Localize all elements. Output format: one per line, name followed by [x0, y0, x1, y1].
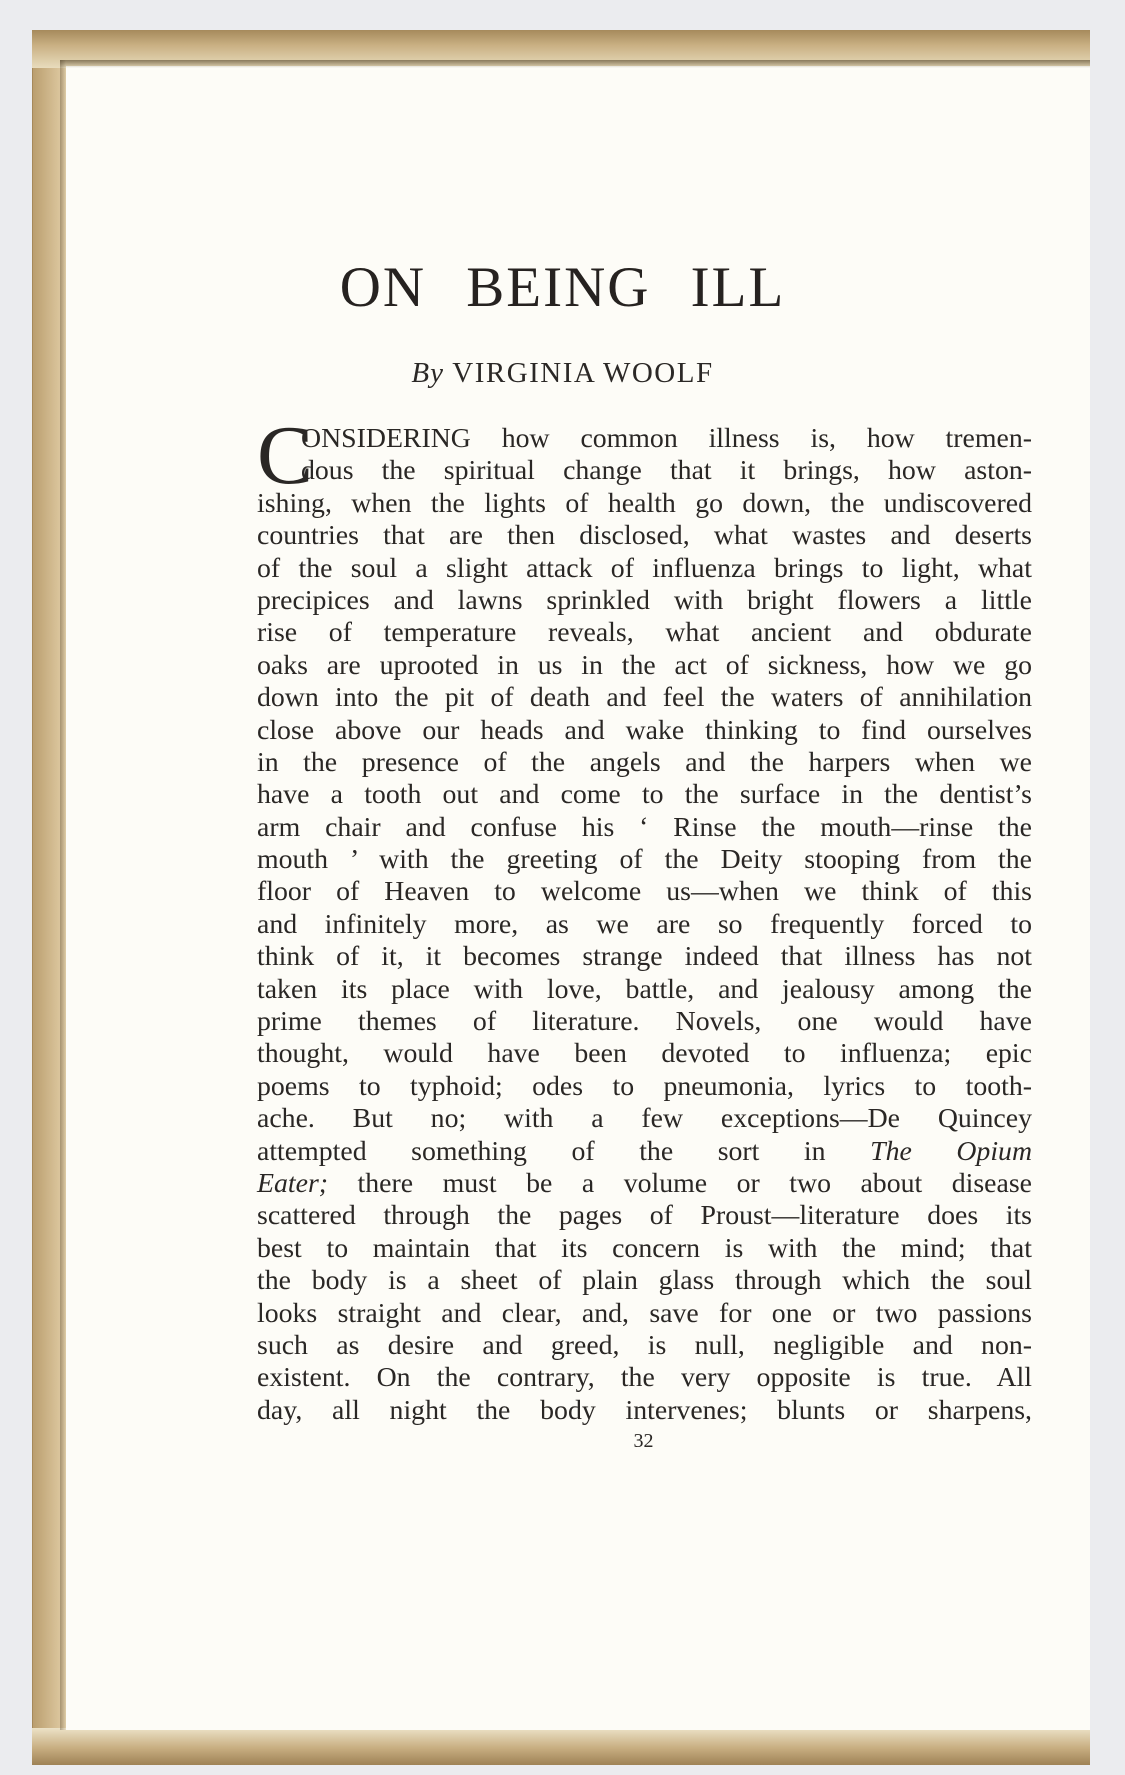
italic-book-title-end: Eater; — [257, 1167, 329, 1199]
body-line: mouth ’ with the greeting of the Deity stooping from the — [257, 844, 1032, 876]
body-line: have a tooth out and come to the surface in the dentist’s — [257, 779, 1032, 811]
body-line: ONSIDERING how common illness is, how tremen- — [301, 423, 1032, 454]
article-title — [0, 255, 1125, 320]
body-line: ishing, when the lights of health go down, the undiscovered — [257, 487, 1032, 519]
body-line: close above our heads and wake thinking to find ourselves — [257, 714, 1032, 746]
byline — [0, 357, 1125, 390]
body-line: the body is a sheet of plain glass through which the soul — [257, 1265, 1032, 1297]
body-line: best to maintain that its concern is with the mind; that — [257, 1232, 1032, 1264]
italic-book-title: The Opium — [870, 1135, 1033, 1167]
title-word: BEING — [466, 256, 651, 319]
body-line: arm chair and confuse his ‘ Rinse the mouth—rinse the — [257, 811, 1032, 843]
title-word: ILL — [690, 256, 786, 319]
body-line: in the presence of the angels and the harpers when we — [257, 746, 1032, 778]
body-line-part: there must be a volume or two about disease — [357, 1167, 1032, 1199]
page-frame-bottom — [32, 1728, 1090, 1765]
body-line-with-italic — [257, 1168, 1032, 1200]
body-line: floor of Heaven to welcome us—when we think of this — [257, 876, 1032, 908]
author-name: VIRGINIA WOOLF — [452, 357, 714, 389]
body-line: dous the spiritual change that it brings, how aston- — [301, 455, 1032, 487]
body-line: day, all night the body intervenes; blunts or sharpens, — [257, 1394, 1032, 1426]
body-line: rise of temperature reveals, what ancient and obdurate — [257, 617, 1032, 649]
body-line: precipices and lawns sprinkled with bright flowers a little — [257, 584, 1032, 616]
body-line: oaks are uprooted in us in the act of sickness, how we go — [257, 649, 1032, 681]
article-body — [257, 423, 1032, 1427]
body-line: of the soul a slight attack of influenza brings to light, what — [257, 552, 1032, 584]
body-line: poems to typhoid; odes to pneumonia, lyrics to tooth- — [257, 1070, 1032, 1102]
body-line: scattered through the pages of Proust—literature does its — [257, 1200, 1032, 1232]
drop-cap: C — [257, 409, 314, 502]
body-line: and infinitely more, as we are so frequently forced to — [257, 908, 1032, 940]
body-line: existent. On the contrary, the very opposite is true. All — [257, 1362, 1032, 1394]
body-line: down into the pit of death and feel the waters of annihilation — [257, 682, 1032, 714]
body-line: such as desire and greed, is null, negligible and non- — [257, 1329, 1032, 1361]
body-line-with-italic — [257, 1136, 1032, 1168]
frame-shadow — [60, 60, 1090, 68]
title-word: ON — [339, 256, 427, 319]
byline-prefix: By — [411, 357, 445, 389]
body-line: countries that are then disclosed, what wastes and deserts — [257, 520, 1032, 552]
page-number: 32 — [633, 1430, 654, 1452]
body-line: ache. But no; with a few exceptions—De Quincey — [257, 1103, 1032, 1135]
body-line: taken its place with love, battle, and jealousy among the — [257, 973, 1032, 1005]
body-line: think of it, it becomes strange indeed that illness has not — [257, 941, 1032, 973]
body-line: prime themes of literature. Novels, one would have — [257, 1006, 1032, 1038]
body-line: thought, would have been devoted to influenza; epic — [257, 1038, 1032, 1070]
body-line-part: attempted something of the sort in — [257, 1135, 826, 1167]
body-line: looks straight and clear, and, save for one or two passions — [257, 1297, 1032, 1329]
